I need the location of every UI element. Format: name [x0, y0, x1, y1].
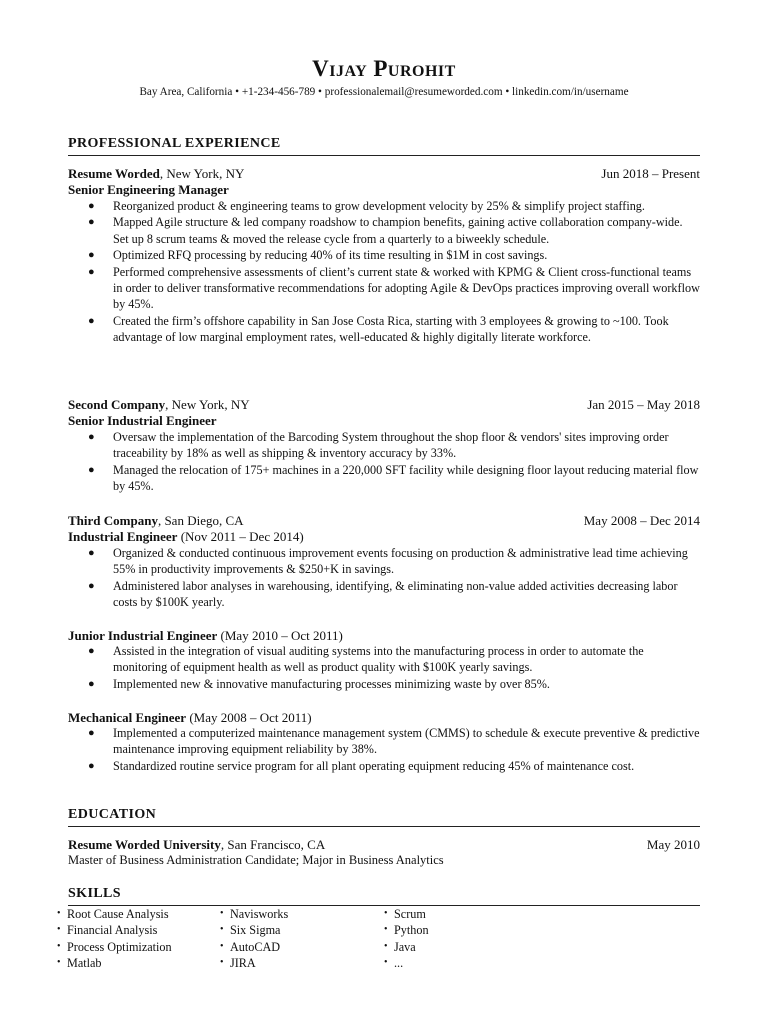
- bullet-icon: ●: [88, 431, 95, 443]
- skill-item: [384, 939, 429, 955]
- company-name: Resume Worded: [68, 166, 160, 181]
- bullet-icon: ●: [88, 314, 95, 327]
- job-title-row: [68, 181, 700, 198]
- skill-item: [57, 906, 172, 922]
- bullet-icon: ●: [88, 265, 95, 278]
- company-location: , San Diego, CA: [157, 513, 244, 528]
- bullet-icon: ●: [88, 727, 95, 739]
- role-header: [68, 709, 700, 726]
- job-dates: May 2008 – Dec 2014: [583, 513, 700, 528]
- skill-text: JIRA: [230, 955, 256, 970]
- bullet-text: Optimized RFQ processing by reducing 40% of its time resulting in $1M in cost savings.: [113, 248, 548, 263]
- bullet-icon: •: [57, 924, 61, 936]
- bullet-icon: •: [384, 940, 388, 952]
- bullet-text: Oversaw the implementation of the Barcoding System throughout the shop floor & vendors' sites improving order traceability by 18% as well as shipping & inventory accuracy by 33%.: [113, 430, 669, 461]
- role-title: Mechanical Engineer: [68, 710, 187, 725]
- contact-line: Bay Area, California • +1-234-456-789 • professionalemail@resumeworded.com • linkedin.com/in/username: [139, 86, 629, 98]
- bullet-list: [68, 429, 700, 495]
- bullet-text: Created the firm’s offshore capability in San Jose Costa Rica, starting with 3 employees & growing to ~100. Took advantage of low marginal employment rates, well-educated & highly digitally literate workforce.: [113, 313, 669, 345]
- job-header: [68, 512, 700, 529]
- job-dates: Jan 2015 – May 2018: [587, 397, 700, 412]
- company-location: , New York, NY: [159, 166, 245, 181]
- bullet-icon: ●: [88, 249, 95, 262]
- skill-text: Six Sigma: [230, 923, 281, 938]
- bullet-icon: ●: [88, 645, 95, 657]
- bullet-item: [68, 676, 700, 692]
- bullet-icon: •: [57, 956, 61, 968]
- skill-text: ...: [394, 955, 404, 970]
- skill-text: Python: [394, 923, 429, 938]
- bullet-icon: ●: [88, 216, 95, 229]
- bullet-icon: •: [220, 924, 224, 936]
- company-location: , New York, NY: [165, 397, 250, 412]
- job-title: Senior Industrial Engineer: [68, 413, 217, 428]
- bullet-text: Administered labor analyses in warehousing, identifying, & eliminating non-value added activities decreasing labor costs by $100K yearly.: [113, 578, 678, 610]
- bullet-icon: •: [220, 956, 224, 968]
- bullet-text: Implemented a computerized maintenance management system (CMMS) to schedule & execute preventive & predictive maintenance improving equipment reliability by 38%.: [113, 726, 700, 757]
- bullet-item: [68, 643, 700, 676]
- bullet-icon: •: [57, 940, 61, 952]
- bullet-icon: •: [384, 924, 388, 936]
- role-header: [68, 528, 700, 545]
- skill-text: Financial Analysis: [67, 923, 158, 938]
- skill-text: Process Optimization: [67, 939, 172, 954]
- bullet-icon: ●: [88, 579, 95, 592]
- bullet-text: Performed comprehensive assessments of client’s current state & worked with KPMG & Client cross-functional teams in order to deliver transformative recommendations for adopting Agile & DevOps practices improving overall workflow by 45%.: [113, 264, 700, 312]
- skill-item: [57, 939, 172, 955]
- role-period: (May 2010 – Oct 2011): [217, 628, 343, 643]
- bullet-text: Organized & conducted continuous improvement events focusing on production & administrative lead time achieving 55% in productivity improvements & $250+K in savings.: [113, 546, 688, 577]
- section-heading-skills: SKILLS: [68, 886, 700, 906]
- skill-item: [220, 955, 288, 971]
- bullet-icon: ●: [88, 463, 95, 476]
- skill-text: Java: [394, 939, 416, 954]
- bullet-item: [68, 247, 700, 263]
- skill-text: Scrum: [394, 907, 426, 921]
- skill-text: Matlab: [67, 955, 102, 970]
- role-header: [68, 627, 700, 644]
- skills-column-2: [220, 906, 288, 971]
- bullet-icon: •: [384, 956, 388, 968]
- bullet-item: [68, 264, 700, 313]
- school-location: , San Francisco, CA: [220, 837, 326, 852]
- company-name: Second Company: [68, 397, 166, 412]
- job-title-row: [68, 412, 700, 429]
- education-date: May 2010: [646, 837, 700, 852]
- degree-row: [68, 852, 700, 869]
- bullet-item: [68, 545, 700, 578]
- bullet-item: [68, 462, 700, 495]
- bullet-item: [68, 198, 700, 214]
- skill-item: [384, 922, 429, 938]
- role-period: (Nov 2011 – Dec 2014): [177, 529, 304, 544]
- company-name: Third Company: [68, 513, 158, 528]
- bullet-item: [68, 578, 700, 611]
- skill-item: [220, 906, 288, 922]
- bullet-item: [68, 725, 700, 758]
- skill-text: AutoCAD: [230, 939, 281, 954]
- school-name: Resume Worded University: [68, 837, 221, 852]
- job-title: Senior Engineering Manager: [68, 182, 229, 197]
- degree: Master of Business Administration Candidate; Major in Business Analytics: [68, 853, 444, 867]
- job-dates: Jun 2018 – Present: [601, 166, 700, 181]
- section-heading-education: EDUCATION: [68, 807, 700, 827]
- bullet-icon: •: [384, 908, 388, 919]
- skill-item: [384, 906, 429, 922]
- bullet-text: Standardized routine service program for all plant operating equipment reducing 45% of maintenance cost.: [113, 758, 635, 773]
- skills-column-1: [57, 906, 172, 971]
- skills-column-3: [384, 906, 429, 971]
- bullet-icon: ●: [88, 759, 95, 772]
- job-header: [68, 396, 700, 413]
- skill-item: [57, 955, 172, 971]
- bullet-icon: •: [220, 908, 224, 919]
- bullet-item: [68, 313, 700, 346]
- skill-item: [220, 939, 288, 955]
- skill-text: Navisworks: [230, 907, 289, 921]
- bullet-icon: •: [57, 908, 61, 919]
- candidate-name: Vijay Purohit: [312, 56, 456, 81]
- bullet-item: [68, 429, 700, 462]
- bullet-text: Assisted in the integration of visual auditing systems into the manufacturing process in order to automate the monitoring of equipment health as well as product quality with $100K yearly savings.: [113, 644, 644, 675]
- bullet-text: Implemented new & innovative manufacturing processes minimizing waste by over 85%.: [113, 676, 550, 691]
- education-header: [68, 836, 700, 853]
- bullet-list: [68, 643, 700, 692]
- bullet-item: [68, 758, 700, 774]
- bullet-icon: •: [220, 940, 224, 952]
- bullet-list: [68, 198, 700, 346]
- bullet-icon: ●: [88, 200, 95, 212]
- role-title: Industrial Engineer: [68, 529, 178, 544]
- bullet-icon: ●: [88, 677, 95, 690]
- role-period: (May 2008 – Oct 2011): [186, 710, 312, 725]
- bullet-text: Mapped Agile structure & led company roadshow to champion benefits, gaining active collaboration company-wide. Set up 8 scrum teams & moved the release cycle from a quarterly to a biweekly schedule.: [113, 215, 683, 246]
- bullet-text: Reorganized product & engineering teams to grow development velocity by 25% & simplify project staffing.: [113, 199, 645, 213]
- bullet-text: Managed the relocation of 175+ machines in a 220,000 SFT facility while designing floor layout reducing material flow by 45%.: [113, 462, 699, 494]
- skill-item: [384, 955, 429, 971]
- skill-item: [220, 922, 288, 938]
- role-title: Junior Industrial Engineer: [68, 628, 218, 643]
- bullet-list: [68, 725, 700, 774]
- section-heading-experience: PROFESSIONAL EXPERIENCE: [68, 136, 700, 156]
- skill-text: Root Cause Analysis: [67, 907, 169, 921]
- job-header: [68, 165, 700, 182]
- skill-item: [57, 922, 172, 938]
- bullet-item: [68, 214, 700, 247]
- bullet-list: [68, 545, 700, 611]
- bullet-icon: ●: [88, 547, 95, 559]
